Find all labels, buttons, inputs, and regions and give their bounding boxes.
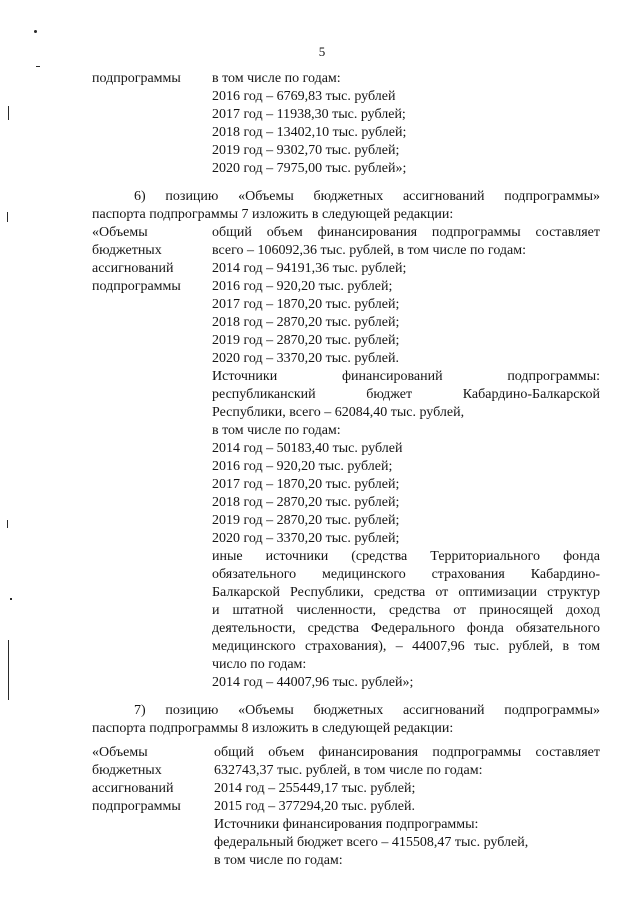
item6-line: 2014 год – 50183,40 тыс. рублей [212,441,403,456]
item7-label: «Объемы [92,745,148,760]
item6-line: республиканский бюджет Кабардино-Балкарской [212,387,600,402]
item7-label: ассигнований [92,781,174,796]
item6-line: всего – 106092,36 тыс. рублей, в том числе по годам: [212,243,527,258]
item6-line: 2018 год – 2870,20 тыс. рублей; [212,495,400,510]
section-a-label: подпрограммы [92,71,181,86]
item6-label: подпрограммы [92,279,181,294]
item6-line: число по годам: [212,657,307,672]
item7-intro-line1: 7) позицию «Объемы бюджетных ассигнований подпрограммы» [134,703,600,718]
item6-line: 2014 год – 44007,96 тыс. рублей»; [212,675,414,690]
item6-line: 2018 год – 2870,20 тыс. рублей; [212,315,400,330]
item7-line: 2014 год – 255449,17 тыс. рублей; [214,781,416,796]
item7-line: 632743,37 тыс. рублей, в том числе по годам: [214,763,483,778]
item6-line: в том числе по годам: [212,423,341,438]
section-a-line: 2020 год – 7975,00 тыс. рублей»; [212,161,407,176]
item6-label: «Объемы [92,225,148,240]
item6-line: 2017 год – 1870,20 тыс. рублей; [212,477,400,492]
item6-line: 2016 год – 920,20 тыс. рублей; [212,279,393,294]
item7-line: Источники финансирования подпрограммы: [214,817,479,832]
item7-intro-line2: паспорта подпрограммы 8 изложить в следующей редакции: [92,721,454,736]
item6-line: Источники финансирований подпрограммы: [212,369,600,384]
scan-mark [34,30,37,33]
section-a-line: 2018 год – 13402,10 тыс. рублей; [212,125,407,140]
section-a-line: 2017 год – 11938,30 тыс. рублей; [212,107,406,122]
item7-line: общий объем финансирования подпрограммы составляет [214,745,600,760]
page-number: 5 [318,44,326,59]
item6-intro [92,188,600,224]
item7-intro [92,702,600,738]
scan-mark [8,106,9,120]
item6-line: 2019 год – 2870,20 тыс. рублей; [212,513,400,528]
item6-line: общий объем финансирования подпрограммы составляет [212,225,600,240]
item6-line: обязательного медицинского страхования Кабардино- [212,567,600,582]
item6-line: 2019 год – 2870,20 тыс. рублей; [212,333,400,348]
item6-line: 2020 год – 3370,20 тыс. рублей. [212,351,399,366]
item6-line: 2020 год – 3370,20 тыс. рублей; [212,531,400,546]
scan-mark [36,66,40,67]
item6-line: 2014 год – 94191,36 тыс. рублей; [212,261,407,276]
item6-line: 2017 год – 1870,20 тыс. рублей; [212,297,400,312]
scan-mark [10,598,12,600]
section-a-line: 2016 год – 6769,83 тыс. рублей [212,89,396,104]
item7-label: подпрограммы [92,799,181,814]
item6-line: 2016 год – 920,20 тыс. рублей; [212,459,393,474]
item7-line: федеральный бюджет всего – 415508,47 тыс. рублей, [214,835,529,850]
item6-line: и штатной численности, средства от приносящей доход [212,603,600,618]
item6-intro-line2: паспорта подпрограммы 7 изложить в следующей редакции: [92,207,454,222]
item6-line: медицинского страхования), – 44007,96 тыс. рублей, в том [212,639,600,654]
item7-line: 2015 год – 377294,20 тыс. рублей. [214,799,415,814]
scan-mark [8,640,9,700]
item7-label: бюджетных [92,763,162,778]
scan-mark [7,212,8,222]
item6-line: иные источники (средства Территориального фонда [212,549,600,564]
scan-mark [7,520,8,528]
item6-line: Балкарской Республики, средства от оптимизации структур [212,585,600,600]
item6-label: бюджетных [92,243,162,258]
item7-line: в том числе по годам: [214,853,343,868]
item6-line: Республики, всего – 62084,40 тыс. рублей, [212,405,465,420]
section-a-line: 2019 год – 9302,70 тыс. рублей; [212,143,400,158]
item6-label: ассигнований [92,261,174,276]
section-a-line: в том числе по годам: [212,71,341,86]
item6-intro-line1: 6) позицию «Объемы бюджетных ассигнований подпрограммы» [134,189,600,204]
item6-line: деятельности, средства Федерального фонда обязательного [212,621,600,636]
